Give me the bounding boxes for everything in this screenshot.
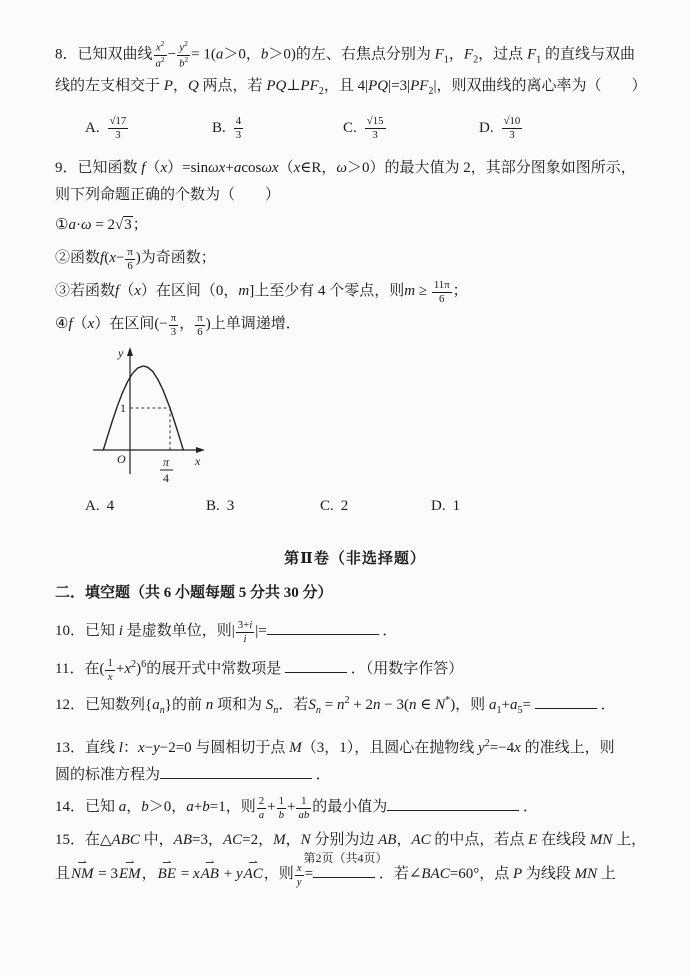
q9-option-c: C. 2 xyxy=(320,497,349,514)
q8-option-c-value: $\frac{√15}{3}$ xyxy=(366,115,384,141)
q9-option-d: D. 1 xyxy=(431,497,461,514)
question-10-line: 10．已知 i 是虚数单位，则| $\frac{3+i}{i}$ |= ． xyxy=(55,618,398,645)
question-9-line-1: 9．已知函数 f（x）=sinωx+acosωx（x∈R，ω＞0）的最大值为 2，其部分图象如图所示， xyxy=(55,160,636,177)
question-9-statement-3: ③若函数f（x）在区间（0，m]上至少有 4 个零点，则m ≥ $\frac{11\pi}{6}$ ； xyxy=(55,278,468,305)
part2-title: 第Ⅱ卷（非选择题） xyxy=(284,551,426,568)
x-tick-pi-label: π xyxy=(162,455,170,470)
question-8-line-2: 线的左支相交于 P，Q 两点，若 $PQ\perp PF_2$，且 $4|PQ|=3|PF_2|$，则双曲线的离心率为（ ） xyxy=(55,78,647,98)
question-11-line: 11．在( $\frac{1}{x}$ $+x^2)^6$的展开式中常数项是 ．（用数字作答） xyxy=(55,656,464,683)
q8-option-d: D. $\frac{√10}{3}$ xyxy=(479,115,523,142)
q8-option-d-value: $\frac{√10}{3}$ xyxy=(503,115,521,141)
question-9-statement-4: ④f（x）在区间(− $\frac{\pi}{3}$ ， $\frac{\pi}{6}$ )上单调递增． xyxy=(55,311,301,338)
q8-option-a: A. $\frac{√17}{3}$ xyxy=(85,115,212,142)
y-axis-arrow-icon xyxy=(127,347,133,356)
x-axis-arrow-icon xyxy=(196,447,205,453)
question-13 xyxy=(55,730,655,789)
q8-option-a-value: $\frac{√17}{3}$ xyxy=(109,115,127,141)
q9-option-c-value: 2 xyxy=(340,497,349,514)
question-13-line-2: 圆的标准方程为 ． xyxy=(55,762,655,789)
question-9-statement-2: ②函数f(x− $\frac{\pi}{6}$ )为奇函数； xyxy=(55,245,216,272)
q8-option-b-value: $\frac{4}{3}$ xyxy=(235,115,242,141)
question-14 xyxy=(55,789,655,825)
question-10 xyxy=(55,614,655,648)
q9-option-a-value: 4 xyxy=(106,497,115,514)
q9-option-d-value: 1 xyxy=(452,497,461,514)
question-8 xyxy=(55,40,655,147)
question-8-line-1: 8．已知双曲线 $\frac{x^2}{a^2}$ − $\frac{y^2}{b^2}$ = 1(a＞0，b＞0)的左、右焦点分别为 $F_1$，$F_2$，过点 $F_1$ 的直线与双曲 xyxy=(55,39,635,70)
question-13-line-1: 13．直线 l：x−y−2=0 与圆相切于点 M（3，1），且圆心在抛物线 $y^2=-4x$ 的准线上，则 xyxy=(55,738,615,757)
q9-option-a: A. 4 xyxy=(85,497,115,514)
question-15-line-2: 且⇀ NM = 3⇀ EM，⇀ BE = x⇀ AB + y⇀ AC，则 $\frac{x}{y}$ = ．若∠BAC=60°，点 P 为线段 MN 上 xyxy=(55,854,655,892)
question-9 xyxy=(55,155,655,519)
question-8-options xyxy=(55,109,655,147)
y-axis-label: y xyxy=(118,346,124,361)
fill-in-section-header: 二．填空题（共 6 小题每题 5 分共 30 分） xyxy=(55,585,333,602)
question-15-line-1: 15．在△ABC 中，AB=3，AC=2，M，N 分别为边 AB，AC 的中点，若点 E 在线段 MN 上， xyxy=(55,832,647,849)
q8-option-b: B. $\frac{4}{3}$ xyxy=(212,115,343,142)
question-12 xyxy=(55,686,655,726)
question-11 xyxy=(55,648,655,686)
origin-label: O xyxy=(117,452,126,467)
question-14-line: 14．已知 a，b＞0，a+b=1，则 $\frac{2}{a}$ + $\frac{1}{b}$ + $\frac{1}{ab}$ 的最小值为 ． xyxy=(55,794,539,821)
x-tick-4-label: 4 xyxy=(163,471,169,486)
page-number-footer: 第2页（共4页） xyxy=(303,851,388,865)
q9-option-b-value: 3 xyxy=(226,497,235,514)
question-9-options xyxy=(55,493,655,519)
function-graph-figure xyxy=(91,344,655,491)
question-9-statement-1: ①a·ω = 2√3； xyxy=(55,217,148,234)
function-graph xyxy=(91,344,213,486)
question-12-line: 12．已知数列$\{a_n\}$的前 n 项和为 $S_n$．若$S_n = n^2 + 2n - 3(n$ ∈ N*)，则 $a_1+a_5=$ ． xyxy=(55,686,655,726)
question-9-line-2: 则下列命题正确的个数为（ ） xyxy=(55,187,281,204)
q9-option-b: B. 3 xyxy=(206,497,235,514)
y-tick-1-label: 1 xyxy=(120,401,126,416)
q8-option-c: C. $\frac{√15}{3}$ xyxy=(343,115,479,142)
x-axis-label: x xyxy=(195,454,201,469)
